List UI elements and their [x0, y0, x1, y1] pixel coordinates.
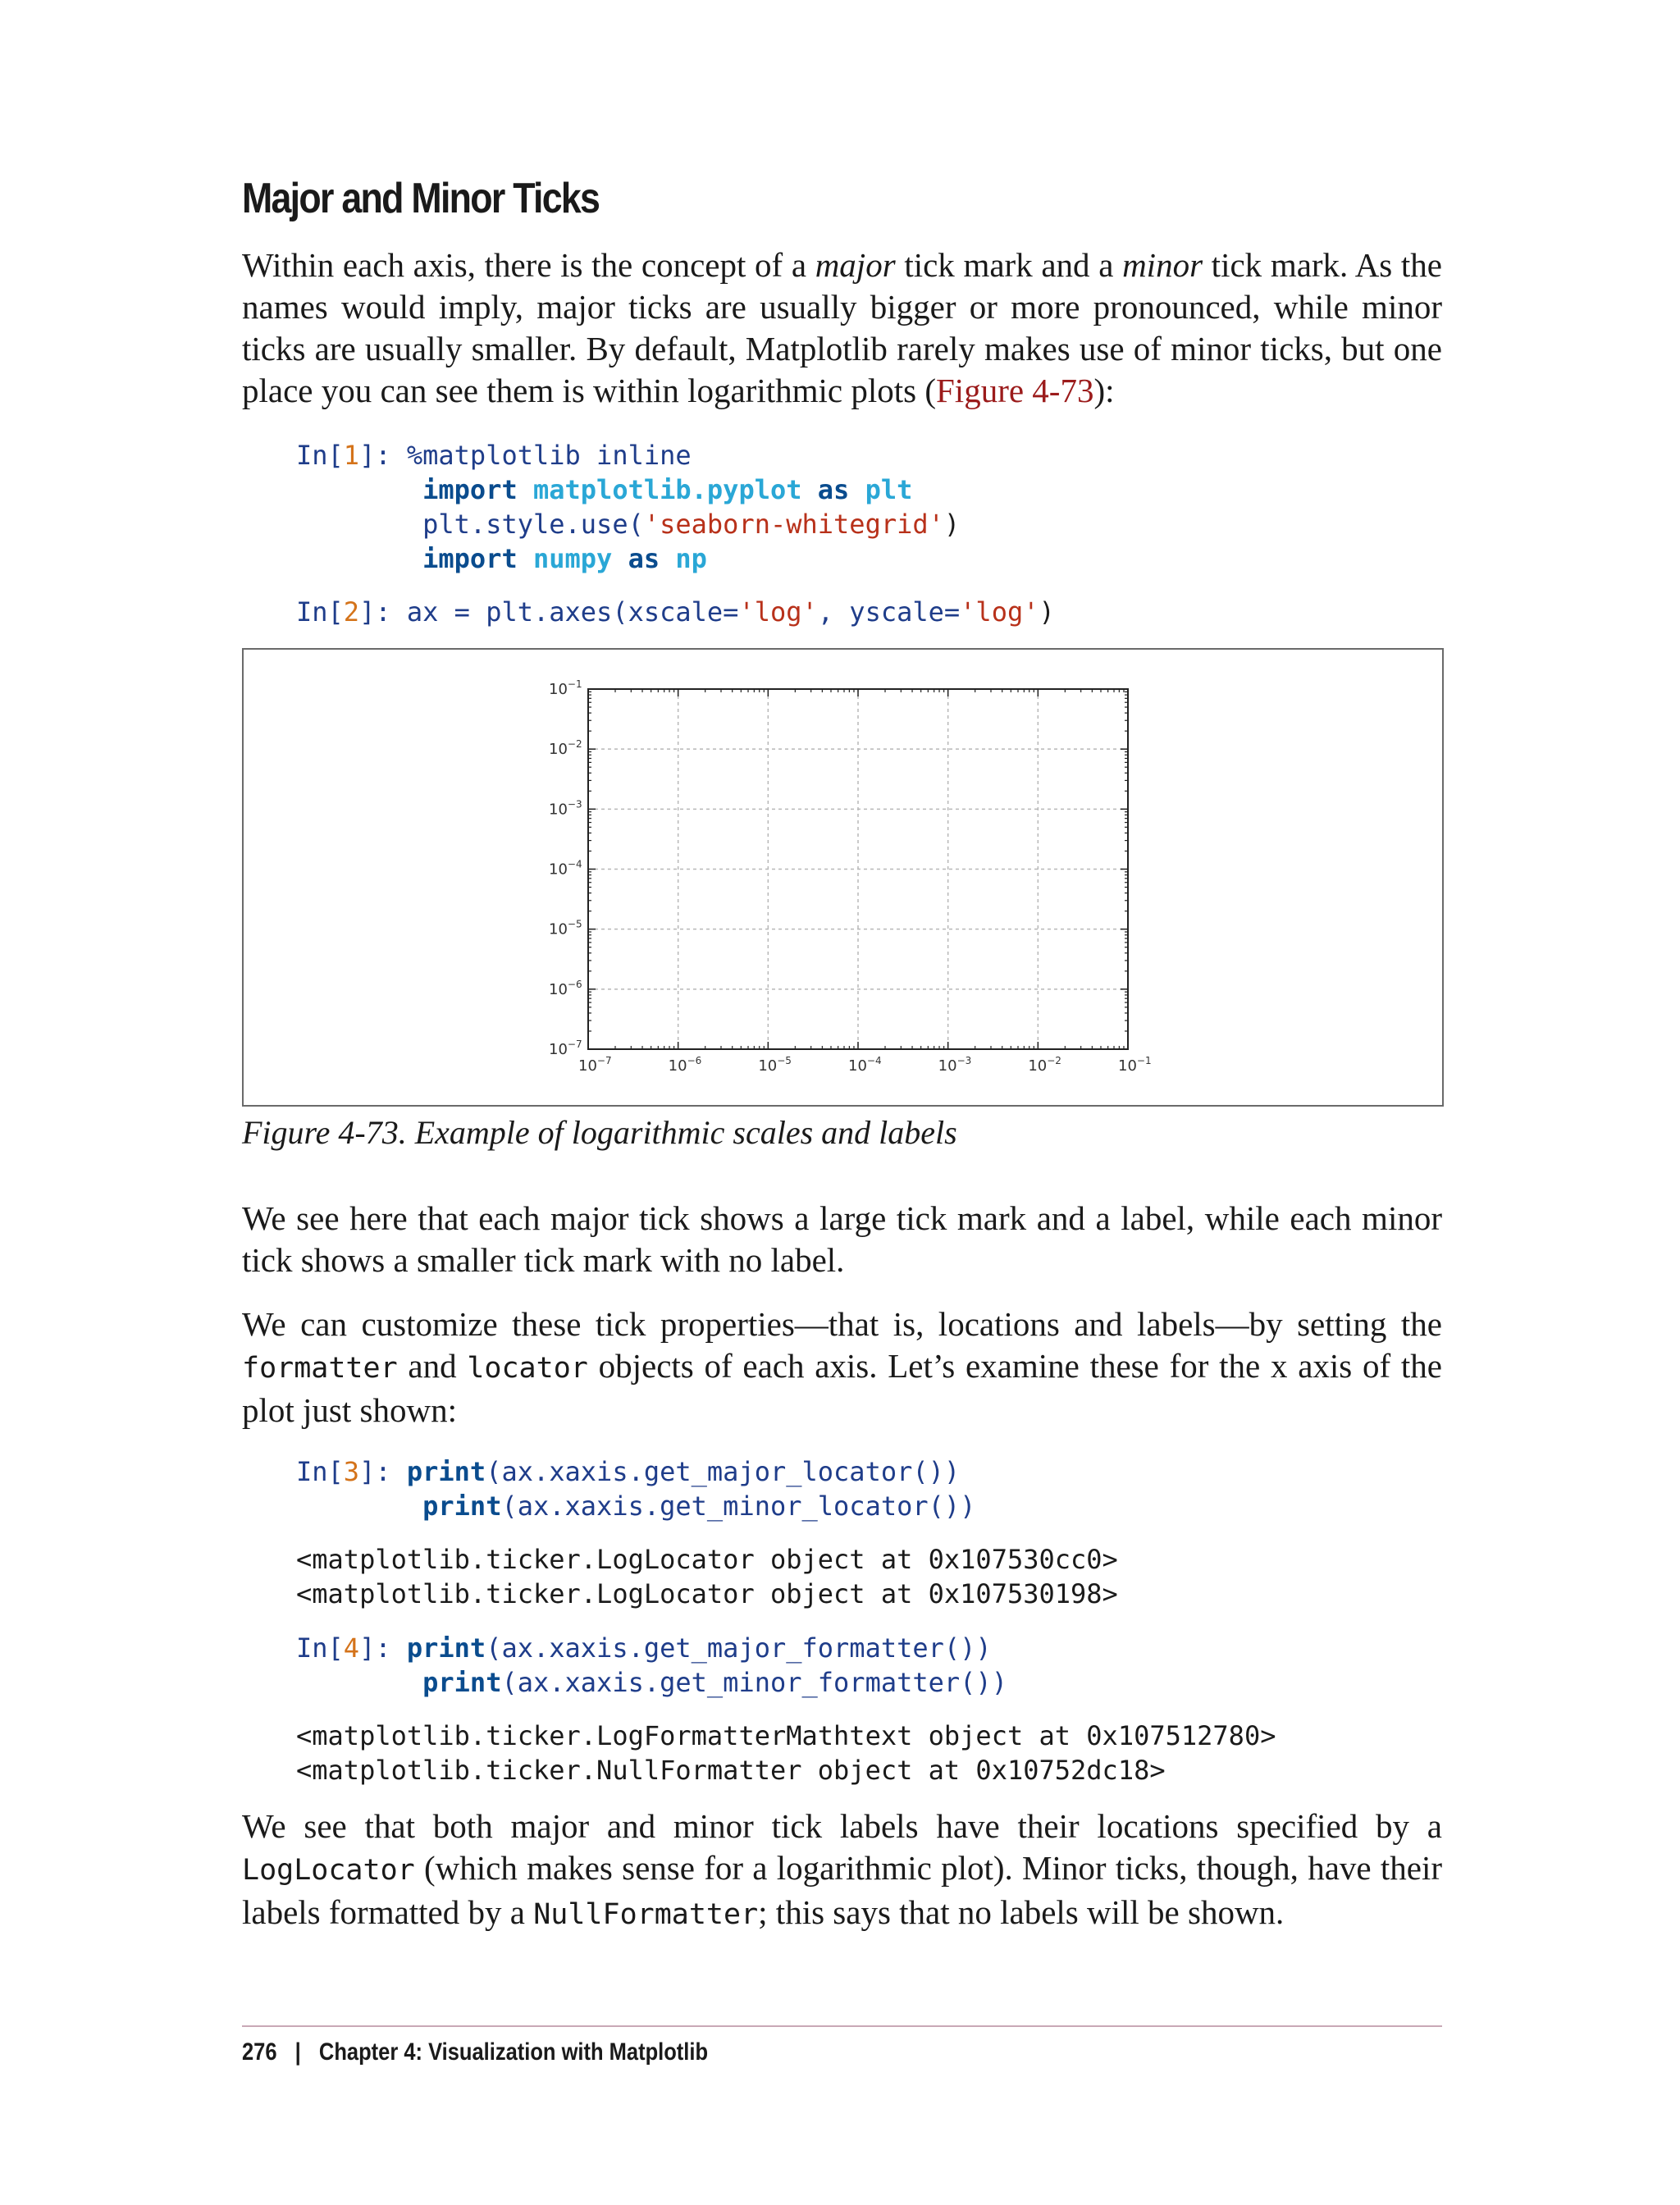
code-line: %matplotlib inline	[406, 440, 692, 471]
code-line: (ax.xaxis.get_major_formatter())	[486, 1632, 992, 1664]
code-module: np	[675, 543, 707, 574]
code-output-4	[296, 1719, 1276, 1787]
code-module: numpy	[532, 543, 613, 574]
y-tick-label: $10^{-1}$	[549, 678, 582, 698]
code-string: 'log'	[738, 596, 818, 628]
code-cell-3	[296, 1454, 975, 1523]
code-module: matplotlib.pyplot	[532, 474, 802, 505]
prompt: In[	[296, 440, 344, 471]
inline-code: NullFormatter	[533, 1898, 759, 1931]
code-line: )	[943, 509, 961, 540]
footer-rule	[242, 2025, 1442, 2027]
footer-separator: |	[294, 2038, 301, 2066]
y-tick-label: $10^{-5}$	[549, 918, 582, 938]
code-line: plt.style.use(	[422, 509, 644, 540]
paragraph-ticks: We see here that each major tick shows a large tick mark and a label, while each minor tick shows a smaller tick mark with no label.	[242, 1199, 1442, 1279]
code-cell-2	[296, 595, 1055, 629]
x-tick-label: $10^{-2}$	[1028, 1055, 1061, 1075]
code-output-3	[296, 1542, 1118, 1611]
text-span: and	[397, 1347, 468, 1385]
prompt: In[	[296, 1632, 344, 1664]
code-keyword: as	[817, 474, 850, 505]
code-keyword: print	[422, 1491, 502, 1522]
text-span: We see that both major and minor tick labels have their locations specified by a	[242, 1807, 1442, 1845]
x-tick-label: $10^{-6}$	[668, 1055, 702, 1075]
inline-code: locator	[467, 1352, 588, 1385]
section-heading: Major and Minor Ticks	[242, 175, 600, 222]
inline-code: formatter	[242, 1352, 398, 1385]
prompt-number: 1	[343, 440, 360, 471]
code-string: 'seaborn-whitegrid'	[643, 509, 944, 540]
code-keyword: print	[406, 1456, 486, 1487]
intro-paragraph	[242, 244, 1442, 412]
code-keyword: print	[406, 1632, 486, 1664]
chapter-title: Chapter 4: Visualization with Matplotlib	[318, 2038, 709, 2066]
code-cell-4	[296, 1631, 1007, 1700]
output-line: <matplotlib.ticker.LogLocator object at 0x107530cc0>	[296, 1544, 1118, 1575]
paragraph-locator	[242, 1806, 1442, 1936]
code-keyword: print	[422, 1667, 502, 1698]
code-cell-1	[296, 438, 960, 576]
prompt: In[	[296, 1456, 344, 1487]
code-line: (ax.xaxis.get_minor_locator())	[501, 1491, 976, 1522]
figure-link[interactable]: Figure 4-73	[936, 372, 1094, 409]
code-line: )	[1039, 596, 1055, 628]
emphasis-minor: minor	[1122, 246, 1203, 284]
prompt-number: 2	[343, 596, 360, 628]
y-tick-label: $10^{-7}$	[549, 1039, 582, 1058]
text-span: tick mark and a	[895, 246, 1123, 284]
text-span: We can customize these tick properties—that is, locations and labels—by setting the	[242, 1305, 1442, 1343]
prompt-number: 4	[343, 1632, 360, 1664]
code-string: 'log'	[960, 596, 1039, 628]
y-tick-label: $10^{-2}$	[549, 738, 582, 759]
figure-frame	[242, 648, 1444, 1107]
prompt: ]:	[359, 596, 407, 628]
emphasis-major: major	[815, 246, 896, 284]
inline-code: LogLocator	[242, 1854, 415, 1887]
text-span: tick mark. As the names would imply, major ticks are usually bigger or more pronounced, while minor ticks are usually smaller. By default, Matplotlib rarely makes use of minor ticks, but one place you can see them is within logarithmic plots (	[242, 246, 1443, 409]
page-footer	[242, 2038, 708, 2066]
text-span: ):	[1093, 372, 1115, 409]
x-tick-label: $10^{-1}$	[1118, 1055, 1152, 1075]
x-tick-label: $10^{-4}$	[848, 1055, 882, 1075]
text-span: (which makes sense for a logarithmic plot). Minor ticks, though, have their labels formatted by a	[242, 1849, 1442, 1931]
code-keyword: import	[422, 474, 518, 505]
prompt: ]:	[359, 1456, 407, 1487]
x-tick-label: $10^{-7}$	[578, 1055, 612, 1075]
log-log-plot	[244, 650, 1442, 1105]
code-module: plt	[865, 474, 913, 505]
code-line: (ax.xaxis.get_major_locator())	[486, 1456, 961, 1487]
output-line: <matplotlib.ticker.LogLocator object at 0x107530198>	[296, 1578, 1118, 1609]
prompt: ]:	[359, 1632, 407, 1664]
text-span: objects of each axis. Let’s examine these for the x axis of the plot just shown:	[242, 1347, 1442, 1429]
code-line: (ax.xaxis.get_minor_formatter())	[501, 1667, 1007, 1698]
code-keyword: import	[422, 543, 518, 574]
figure-caption: Figure 4-73. Example of logarithmic scales and labels	[242, 1114, 957, 1151]
x-tick-label: $10^{-5}$	[758, 1055, 792, 1075]
paragraph-customize	[242, 1303, 1442, 1431]
code-line: , yscale=	[817, 596, 961, 628]
text-span: ; this says that no labels will be shown.	[758, 1893, 1285, 1931]
prompt: In[	[296, 596, 344, 628]
y-tick-label: $10^{-3}$	[549, 798, 582, 819]
y-tick-label: $10^{-4}$	[549, 858, 582, 879]
code-line: ax = plt.axes(xscale=	[406, 596, 739, 628]
prompt: ]:	[359, 440, 407, 471]
page-number: 276	[242, 2038, 277, 2066]
output-line: <matplotlib.ticker.NullFormatter object at 0x10752dc18>	[296, 1755, 1166, 1786]
y-tick-label: $10^{-6}$	[549, 978, 582, 998]
text-span: Within each axis, there is the concept of a	[242, 246, 815, 284]
x-tick-label: $10^{-3}$	[938, 1055, 972, 1075]
prompt-number: 3	[343, 1456, 360, 1487]
output-line: <matplotlib.ticker.LogFormatterMathtext object at 0x107512780>	[296, 1720, 1276, 1751]
code-keyword: as	[628, 543, 660, 574]
